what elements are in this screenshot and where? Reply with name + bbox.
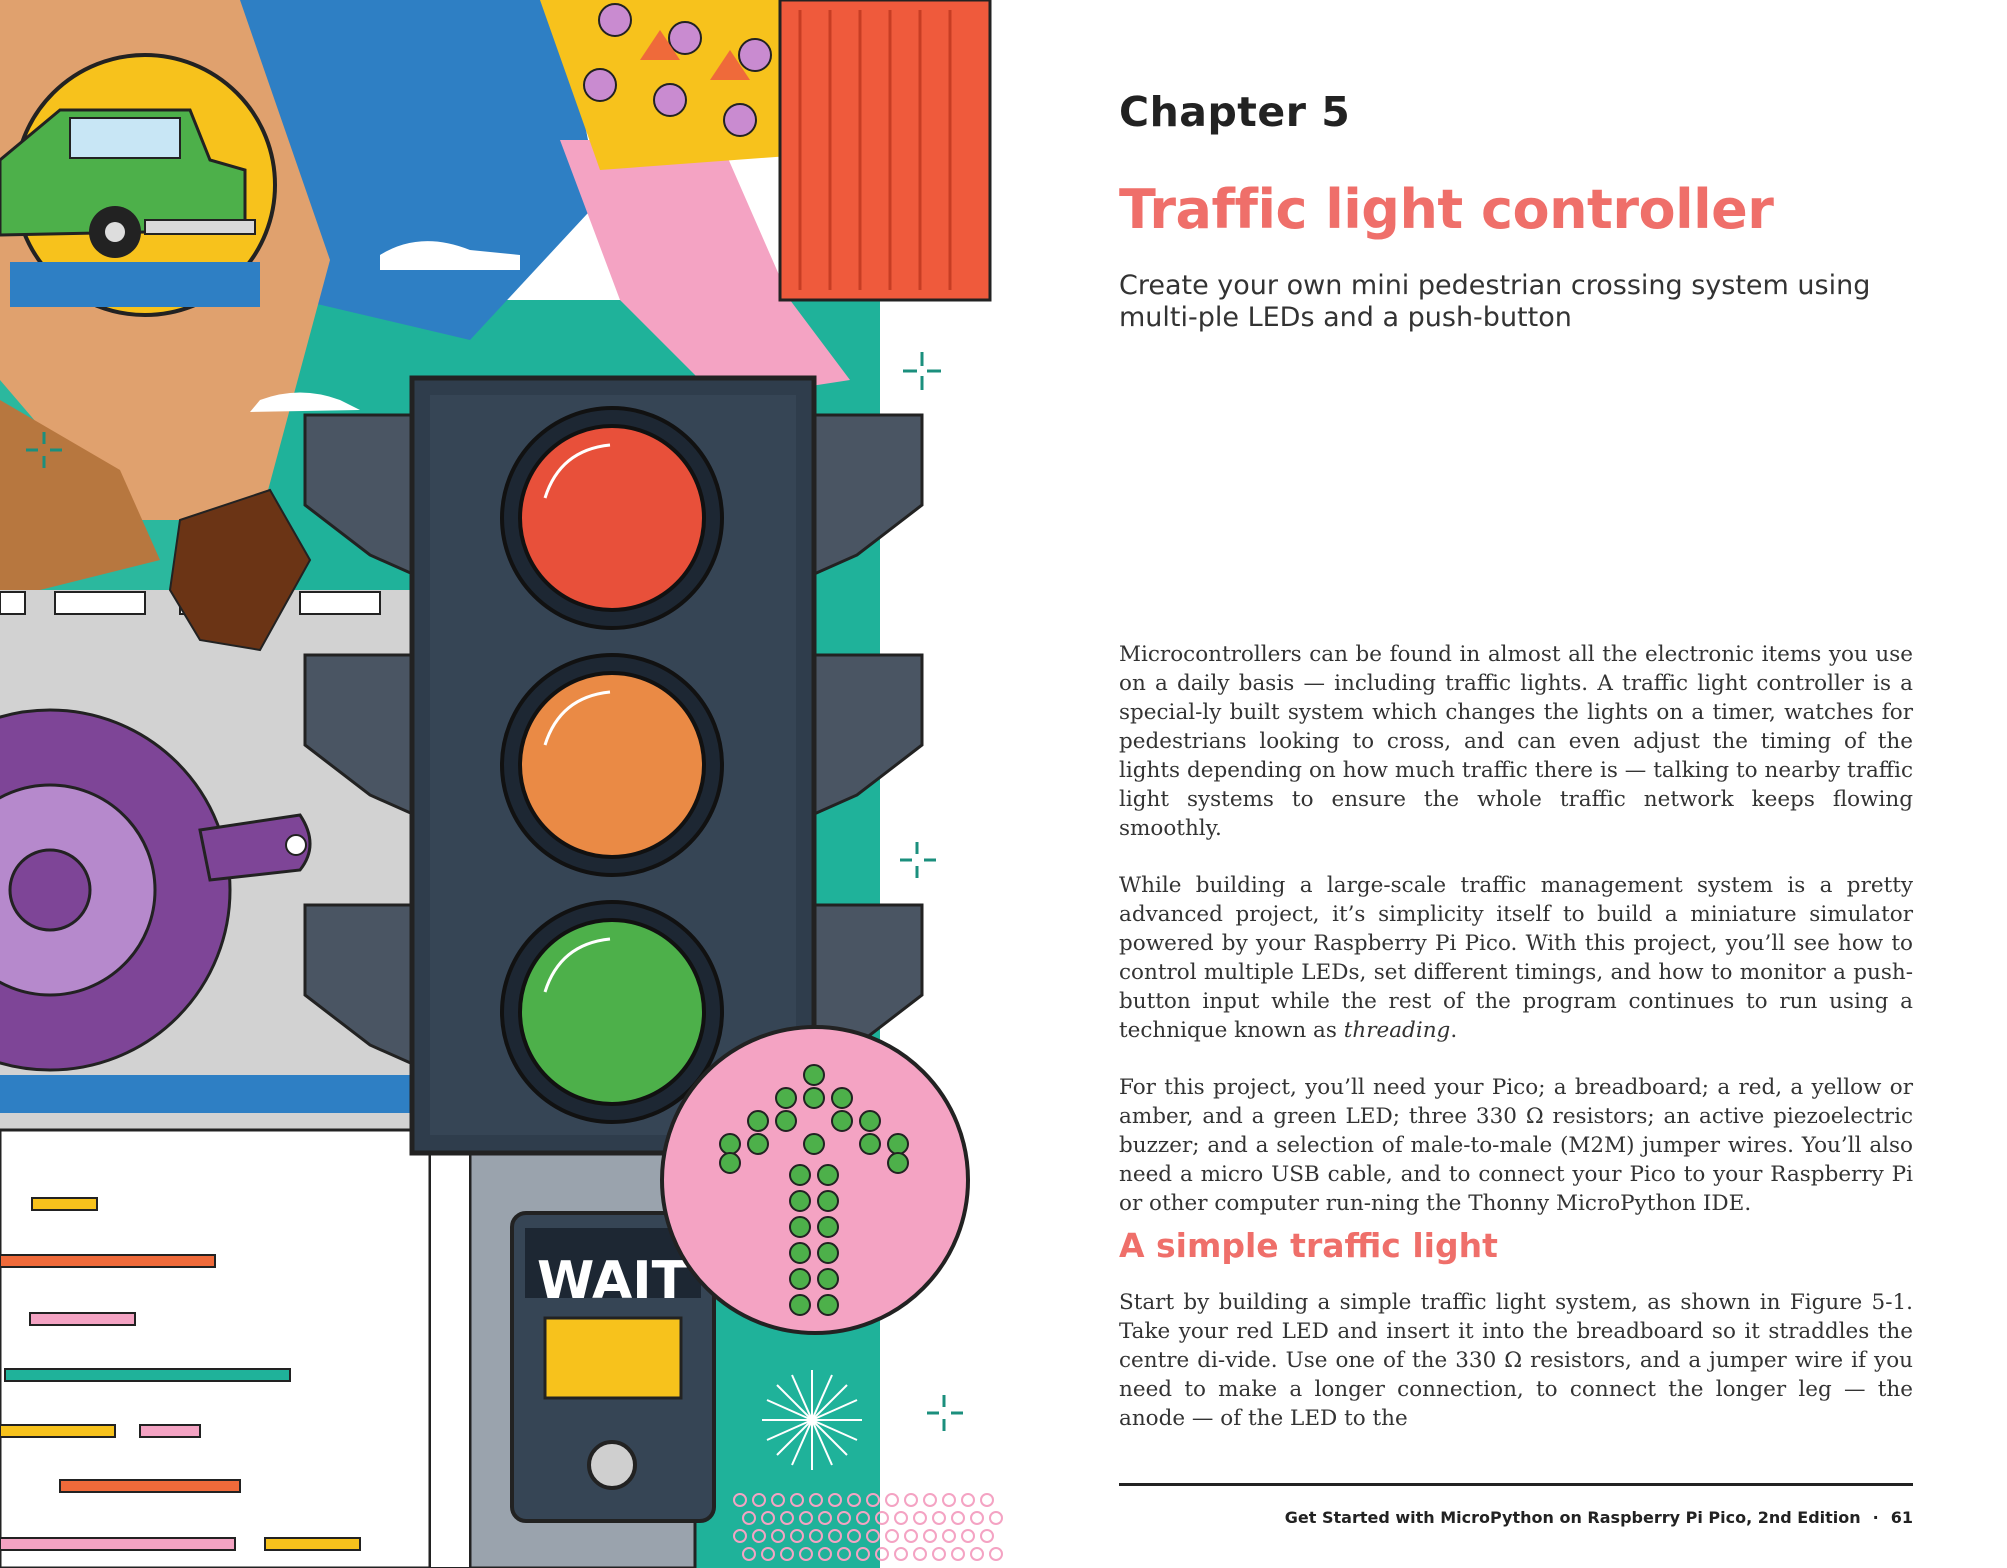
green-light <box>502 902 722 1122</box>
arrow-dot <box>748 1134 768 1154</box>
intro-paragraph <box>1119 871 1913 1045</box>
arrow-dot <box>804 1088 824 1108</box>
arrow-dot <box>720 1134 740 1154</box>
arrow-dot <box>790 1191 810 1211</box>
footer-book-title: Get Started with MicroPython on Raspberry Pi Pico, 2nd Edition <box>1284 1508 1861 1527</box>
arrow-dot <box>790 1243 810 1263</box>
arrow-dot <box>776 1088 796 1108</box>
traffic-light-illustration <box>0 0 1003 1568</box>
arrow-dot <box>860 1134 880 1154</box>
arrow-dot <box>790 1165 810 1185</box>
chapter-label: Chapter 5 <box>1119 88 1351 136</box>
emphasis-threading: threading <box>1343 1018 1451 1043</box>
chapter-title: Traffic light controller <box>1119 178 1774 241</box>
arrow-dot <box>860 1111 880 1131</box>
arrow-dot <box>790 1217 810 1237</box>
arrow-dot <box>804 1134 824 1154</box>
footer-separator: · <box>1872 1508 1879 1527</box>
arrow-dot <box>748 1111 768 1131</box>
section-body <box>1119 1288 1913 1461</box>
chapter-subtitle: Create your own mini pedestrian crossing system using multi-ple LEDs and a push-button <box>1119 270 1871 333</box>
section-heading: A simple traffic light <box>1119 1226 1498 1265</box>
page-number: 61 <box>1890 1508 1913 1527</box>
text-column <box>1119 0 1913 1568</box>
arrow-dot <box>818 1269 838 1289</box>
arrow-dot <box>832 1111 852 1131</box>
starburst <box>762 1370 862 1470</box>
intro-paragraph-text: While building a large-scale traffic management system is a pretty advanced project, it’s simplicity itself to build a miniature simulator powered by your Raspberry Pi Pico. With this project, you’ll see how to control multiple LEDs, set different timings, and how to monitor a push-button input while the rest of the program continues to run using a technique known as <box>1119 873 1913 1043</box>
intro-paragraph: For this project, you’ll need your Pico; a breadboard; a red, a yellow or amber, and a green LED; three 330 Ω resistors; an active piezoelectric buzzer; and a selection of male-to-male (M2M) jumper wires. You’ll also need a micro USB cable, and to connect your Pico to your Raspberry Pi or other computer run-ning the Thonny MicroPython IDE. <box>1119 1075 1913 1216</box>
arrow-dot <box>790 1295 810 1315</box>
intro-text <box>1119 640 1913 1246</box>
arrow-dot <box>776 1111 796 1131</box>
amber-light <box>502 655 722 875</box>
arrow-dot <box>832 1088 852 1108</box>
arrow-dot <box>888 1153 908 1173</box>
arrow-dot <box>790 1269 810 1289</box>
arrow-dot <box>804 1065 824 1085</box>
pedestrian-arrow-signal <box>662 1027 968 1333</box>
arrow-dot <box>818 1191 838 1211</box>
arrow-dot <box>720 1153 740 1173</box>
arrow-dot <box>818 1295 838 1315</box>
code-panel <box>0 1130 430 1568</box>
sentence-end: . <box>1450 1018 1458 1043</box>
intro-paragraph: Microcontrollers can be found in almost all the electronic items you use on a daily basis — including traffic lights. A traffic light controller is a special-ly built system which changes the lights on a timer, watches for pedestrians looking to cross, and can even adjust the timing of the lights depending on how much traffic there is — talking to nearby traffic light systems to ensure the whole traffic network keeps flowing smoothly. <box>1119 642 1913 841</box>
page-footer <box>1285 1508 1913 1527</box>
arrow-dot <box>888 1134 908 1154</box>
arrow-dot <box>818 1165 838 1185</box>
arrow-dot <box>818 1217 838 1237</box>
section-paragraph: Start by building a simple traffic light system, as shown in Figure 5-1. Take your red LED and insert it into the breadboard so it straddles the centre di-vide. Use one of the 330 Ω resistors, and a jumper wire if you need to make a longer connection, to connect the longer leg — the anode — of the LED to the <box>1119 1290 1913 1431</box>
red-light <box>502 408 722 628</box>
footer-rule <box>1119 1483 1913 1486</box>
wait-sign-text: WAIT <box>536 1251 688 1311</box>
arrow-dot <box>818 1243 838 1263</box>
red-shopping-bag <box>780 0 990 300</box>
